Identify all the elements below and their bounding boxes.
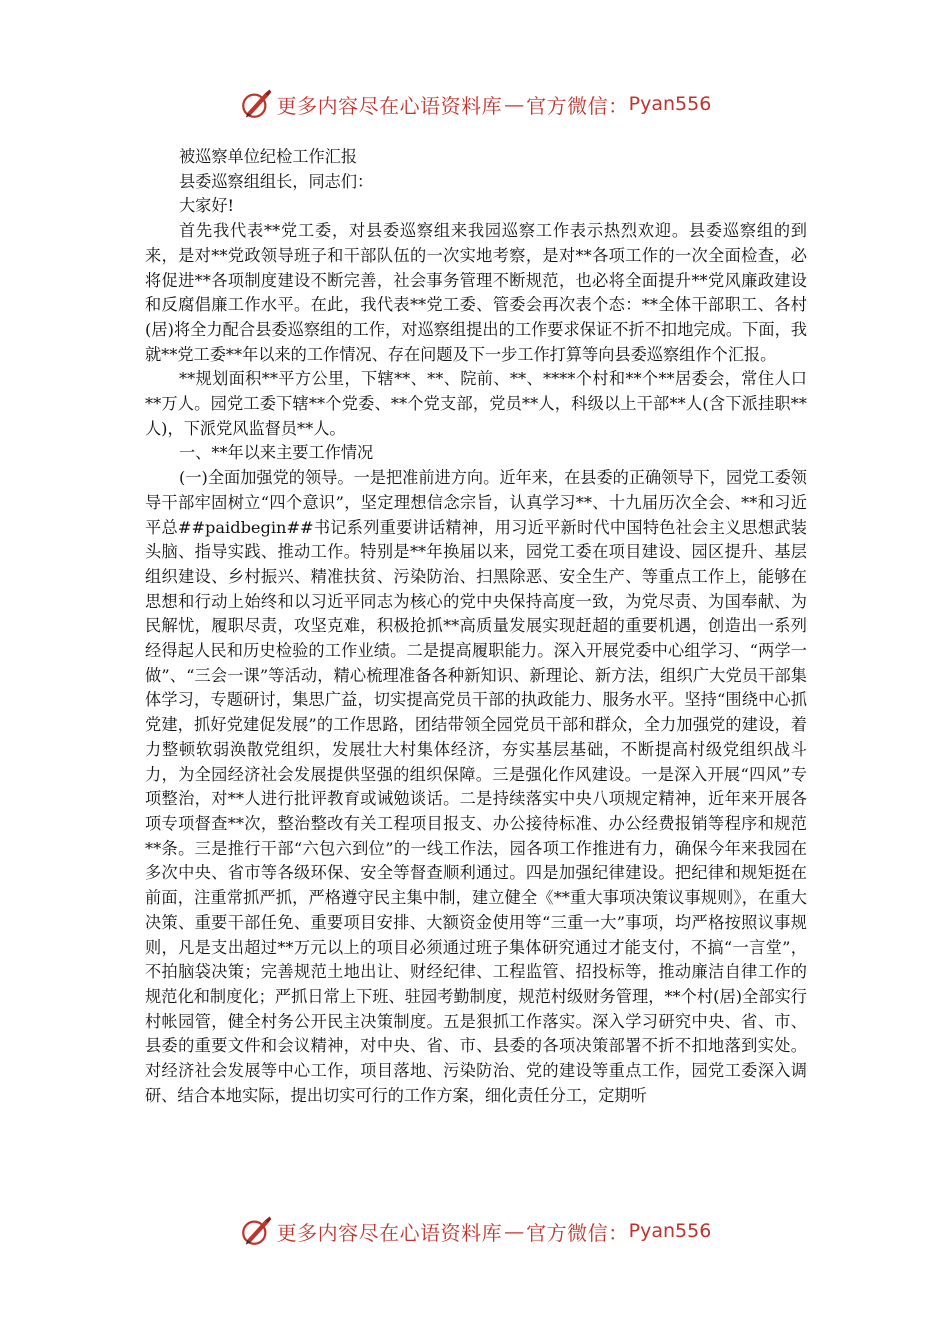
header-watermark [0, 82, 950, 126]
watermark-label: 官方微信： [526, 1220, 629, 1245]
section-heading: 一、**年以来主要工作情况 [179, 443, 374, 463]
document-salutation: 县委巡察组组长，同志们： [179, 171, 374, 191]
watermark-site-text: 更多内容尽在心语资料库 [276, 93, 503, 118]
pen-logo-icon [239, 87, 273, 121]
document-body [145, 145, 807, 1108]
paragraph-intro: 首先我代表**党工委，对县委巡察组来我园巡察工作表示热烈欢迎。县委巡察组的到来，是对**党政领导班子和干部队伍的一次实地考察，是对**各项工作的一次全面检查，必将促进**各项制度建设不断完善，社会事务管理不断规范，也必将全面提升**党风廉政建设和反腐倡廉工作水平。在此，我代表**党工委、管委会再次表个态：**全体干部职工、各村(居)将全力配合县委巡察组的工作，对巡察组提出的工作要求保证不折不扣地完成。下面，我就**党工委**年以来的工作情况、存在问题及下一步工作打算等向县委巡察组作个汇报。 [145, 221, 807, 364]
watermark-wechat-id: Pyan556 [628, 93, 712, 115]
document-greeting: 大家好! [179, 196, 235, 216]
footer-watermark [0, 1209, 950, 1253]
watermark-site-text: 更多内容尽在心语资料库 [276, 1220, 503, 1245]
paragraph-overview: **规划面积**平方公里，下辖**、**、院前、**、****个村和**个**居委会，常住人口**万人。园党工委下辖**个党委、**个党支部，党员**人，科级以上干部**人(含下派挂职**人)，下派党风监督员**人。 [145, 369, 807, 438]
watermark-separator: — [504, 92, 525, 116]
document-title: 被巡察单位纪检工作汇报 [179, 147, 358, 166]
pen-logo-icon [239, 1214, 273, 1248]
watermark-wechat-id: Pyan556 [628, 1220, 712, 1242]
paragraph-party-leadership: (一)全面加强党的领导。一是把准前进方向。近年来，在县委的正确领导下，园党工委领导干部牢固树立“四个意识”，坚定理想信念宗旨，认真学习**、十九届历次全会、**和习近平总##paidbegin##书记系列重要讲话精神，用习近平新时代中国特色社会主义思想武装头脑、指导实践、推动工作。特别是**年换届以来，园党工委在项目建设、园区提升、基层组织建设、乡村振兴、精准扶贫、污染防治、扫黑除恶、安全生产、等重点工作上，能够在思想和行动上始终和以习近平同志为核心的党中央保持高度一致，为党尽责、为国奉献、为民解忧，履职尽责，攻坚克难，积极抢抓**高质量发展实现赶超的重要机遇，创造出一系列经得起人民和历史检验的工作业绩。二是提高履职能力。深入开展党委中心组学习、“两学一做”、“三会一课”等活动，精心梳理准备各种新知识、新理论、新方法，组织广大党员干部集体学习，专题研讨，集思广益，切实提高党员干部的执政能力、服务水平。坚持“围绕中心抓党建，抓好党建促发展”的工作思路，团结带领全园党员干部和群众，全力加强党的建设，着力整顿软弱涣散党组织，发展壮大村集体经济，夯实基层基础，不断提高村级党组织战斗力，为全园经济社会发展提供坚强的组织保障。三是强化作风建设。一是深入开展“四风”专项整治，对**人进行批评教育或诫勉谈话。二是持续落实中央八项规定精神，近年来开展各项专项督查**次，整治整改有关工程项目报支、办公接待标准、办公经费报销等程序和规范**条。三是推行干部“六包六到位”的一线工作法，园各项工作推进有力，确保今年来我园在多次中央、省市等各级环保、安全等督查顺利通过。四是加强纪律建设。把纪律和规矩挺在前面，注重常抓严抓，严格遵守民主集中制，建立健全《**重大事项决策议事规则》，在重大决策、重要干部任免、重要项目安排、大额资金使用等“三重一大”事项，均严格按照议事规则，凡是支出超过**万元以上的项目必须通过班子集体研究通过才能支付，不搞“一言堂”，不拍脑袋决策；完善规范土地出让、财经纪律、工程监管、招投标等，推动廉洁自律工作的规范化和制度化；严抓日常上下班、驻园考勤制度，规范村级财务管理，**个村(居)全部实行村帐园管，健全村务公开民主决策制度。五是狠抓工作落实。深入学习研究中央、省、市、县委的重要文件和会议精神，对中央、省、市、县委的各项决策部署不折不扣地落到实处。对经济社会发展等中心工作，项目落地、污染防治、党的建设等重点工作，园党工委深入调研、结合本地实际，提出切实可行的工作方案，细化责任分工，定期听 [145, 468, 807, 1105]
watermark-label: 官方微信： [526, 93, 629, 118]
watermark-separator: — [504, 1219, 525, 1243]
